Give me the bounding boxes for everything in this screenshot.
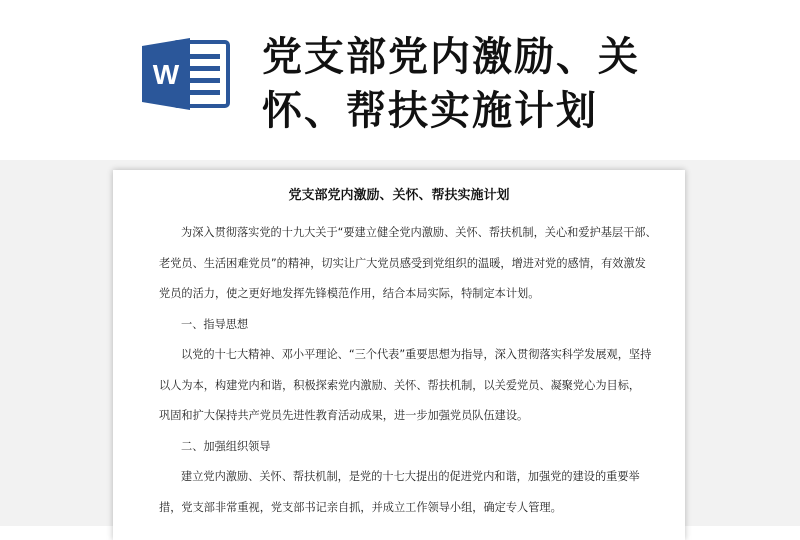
body-line: 老党员、生活困难党员”的精神，切实让广大党员感受到党组织的温暖，增进对党的感情，有效激发 <box>159 256 646 270</box>
section-heading: 二、加强组织领导 <box>181 439 271 453</box>
document-title: 党支部党内激励、关怀、帮扶实施计划 <box>288 188 510 203</box>
body-line: 措，党支部非常重视，党支部书记亲自抓，并成立工作领导小组，确定专人管理。 <box>159 500 562 514</box>
word-icon <box>140 36 232 112</box>
body-line: 建立党内激励、关怀、帮扶机制，是党的十七大提出的促进党内和谐，加强党的建设的重要举 <box>181 470 640 483</box>
document-page <box>113 170 685 540</box>
document-body <box>159 218 657 523</box>
word-icon-letter: W <box>152 59 180 90</box>
body-line: 党员的活力，使之更好地发挥先锋模范作用，结合本局实际，特制定本计划。 <box>159 287 540 300</box>
body-line: 为深入贯彻落实党的十九大关于“要建立健全党内激励、关怀、帮扶机制，关心和爱护基层干部、 <box>181 226 657 239</box>
section-heading: 一、指导思想 <box>181 317 249 331</box>
banner-title-line-2: 怀、帮扶实施计划 <box>262 88 598 134</box>
banner-title-line-1: 党支部党内激励、关 <box>262 34 640 80</box>
body-line: 以党的十七大精神、邓小平理论、“三个代表”重要思想为指导，深入贯彻落实科学发展观，坚持 <box>181 348 652 361</box>
body-line: 巩固和扩大保持共产党员先进性教育活动成果，进一步加强党员队伍建设。 <box>159 409 529 422</box>
banner <box>0 0 800 160</box>
body-line: 以人为本，构建党内和谐，积极探索党内激励、关怀、帮扶机制，以关爱党员、凝聚党心为目标， <box>159 378 641 392</box>
banner-title <box>262 30 782 138</box>
